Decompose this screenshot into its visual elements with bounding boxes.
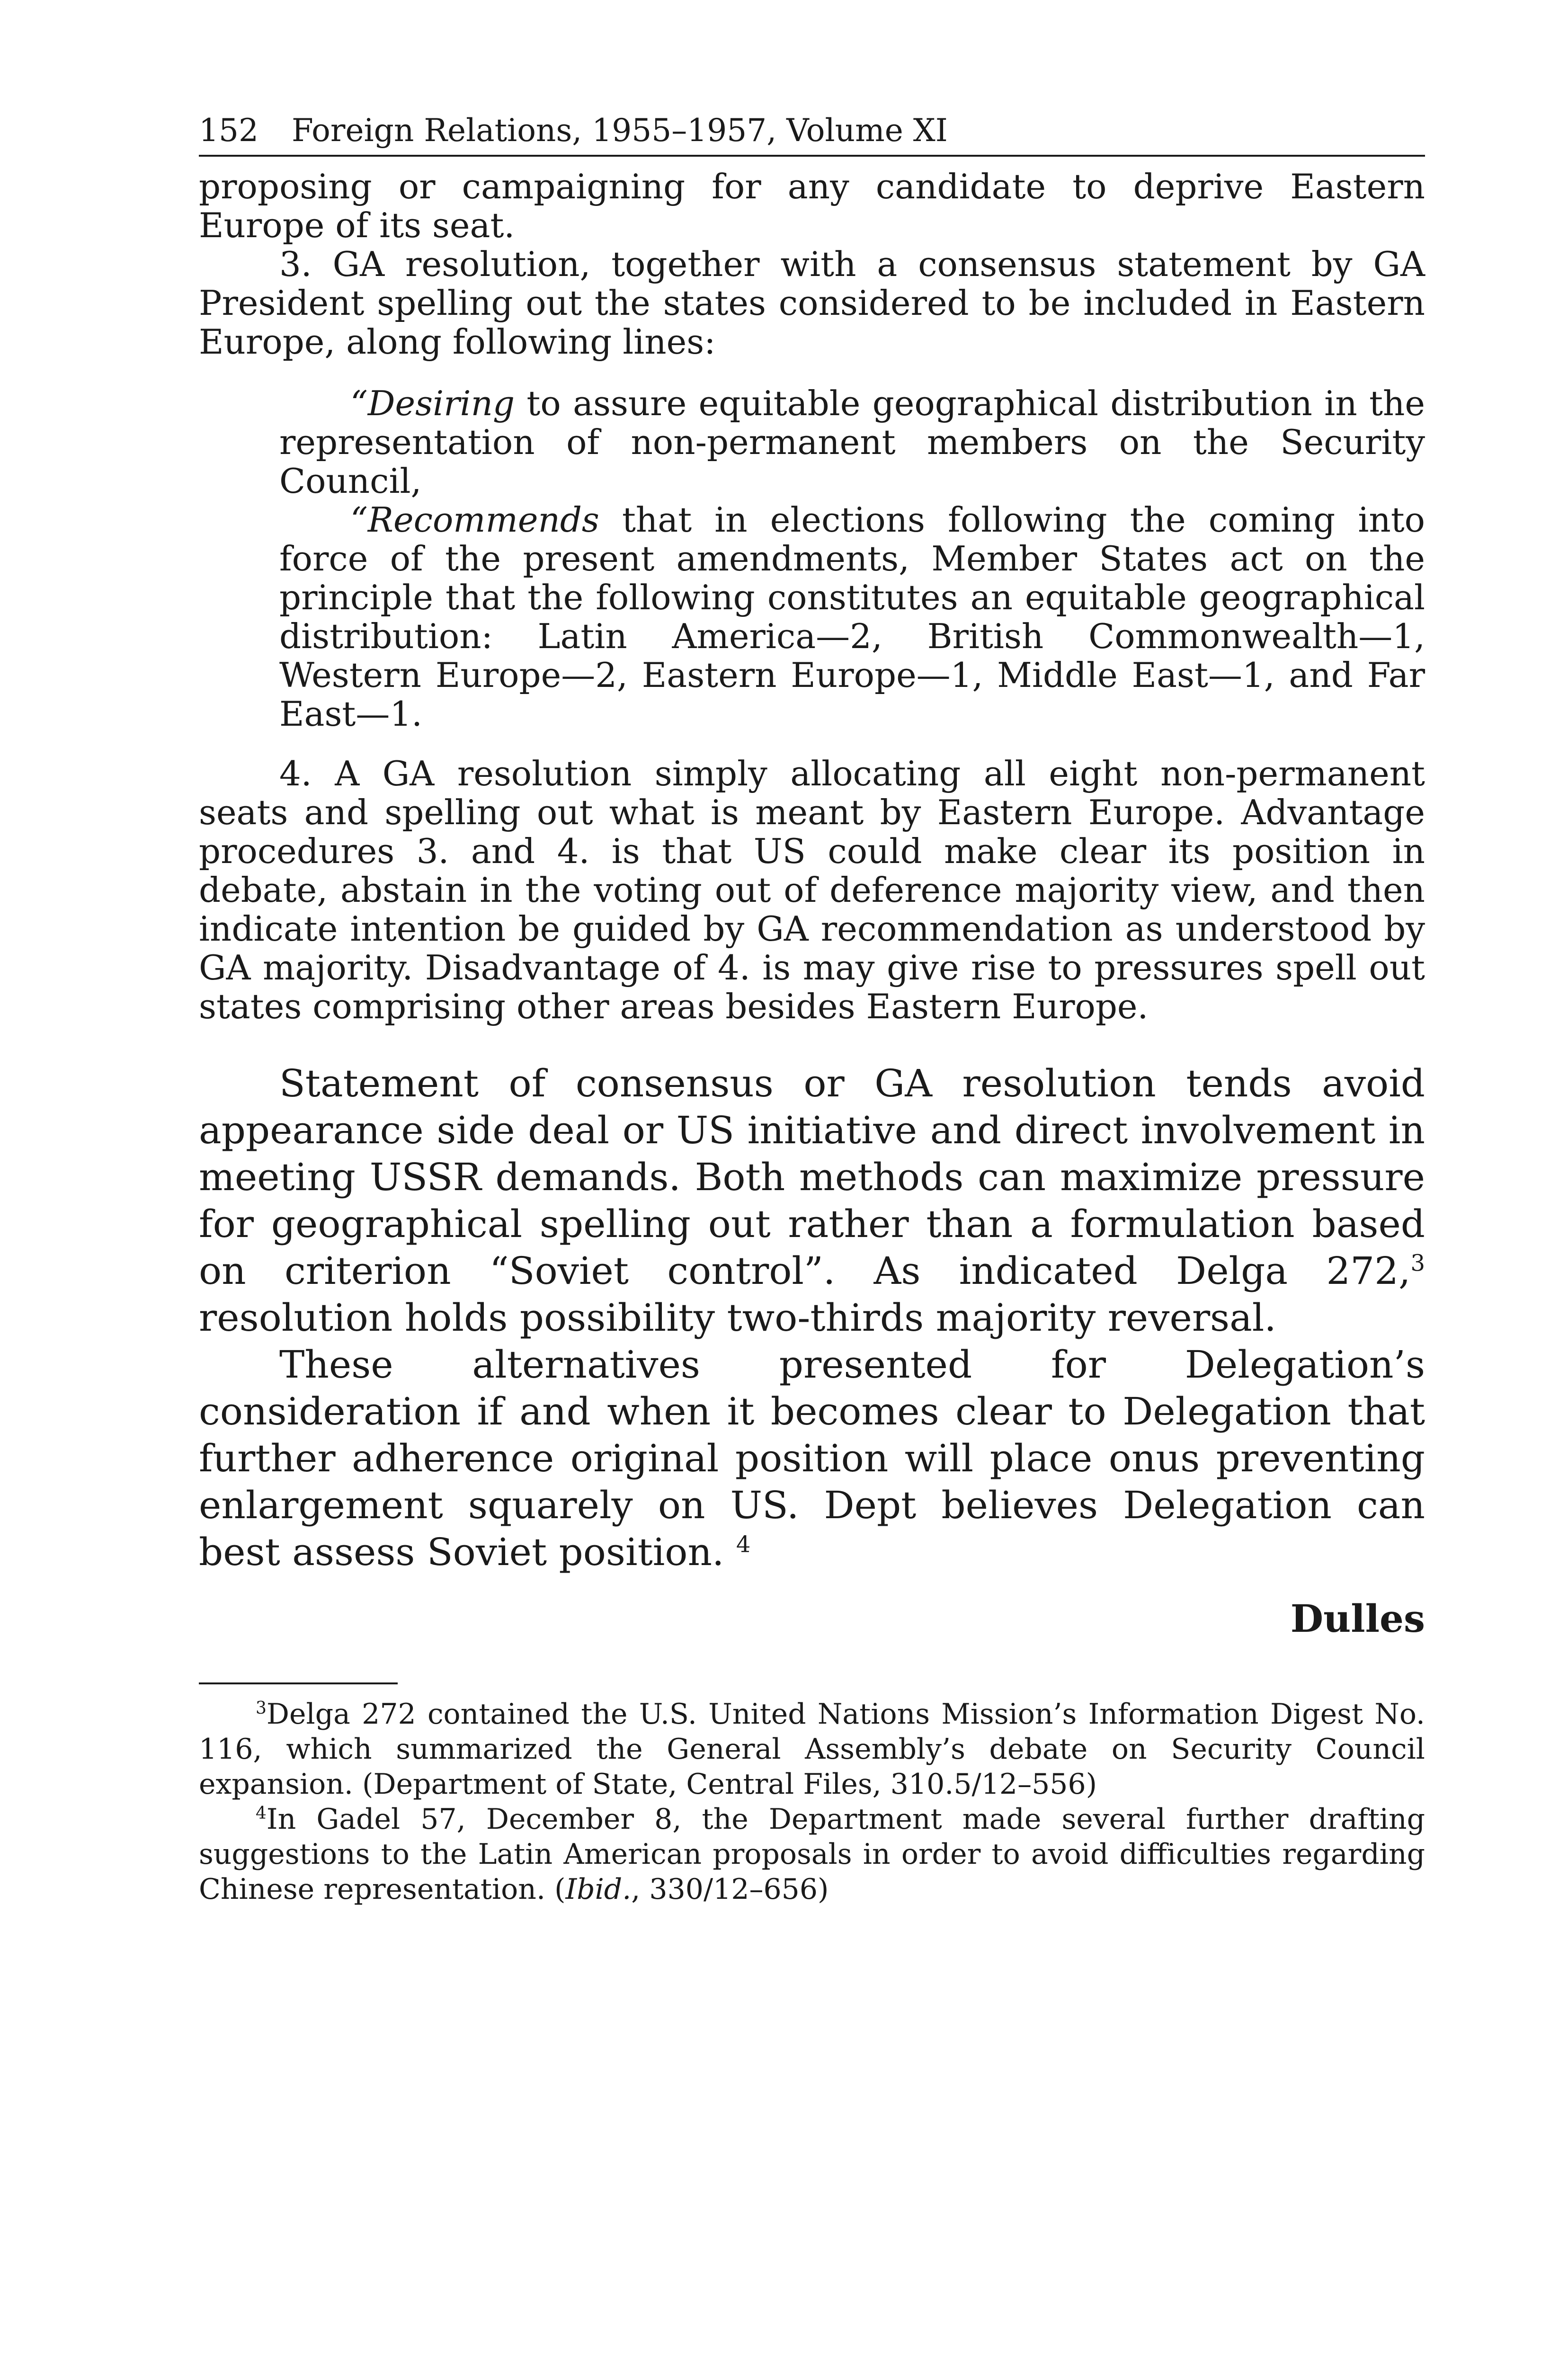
paragraph-option-3: 3. GA resolution, together with a consensus statement by GA President spelling out the states considered to be included in Eastern Europe, along following lines: (199, 244, 1425, 362)
footnote-divider (199, 1682, 398, 1684)
footnote-ref-4: 4 (736, 1531, 751, 1557)
footnote-4-text-before: In Gadel 57, December 8, the Department made several further drafting suggestions to the Latin American proposals in order to avoid difficulties regarding Chinese representation. ( (199, 1802, 1425, 1906)
running-head (199, 114, 1425, 157)
footnote-4-ibid: Ibid. (565, 1872, 632, 1906)
quote-desiring-keyword: “Desiring (350, 383, 515, 423)
footnote-3 (199, 1697, 1425, 1802)
page-number: 152 (199, 112, 258, 149)
footnote-4 (199, 1802, 1425, 1907)
p6-text: These alternatives presented for Delegation’s consideration if and when it becomes clear to Delegation that further adherence original position will place onus preventing enlargement squarely on US. Dept believes Delegation can best assess Soviet position. (199, 1342, 1425, 1574)
quoted-resolution (279, 384, 1425, 733)
signature: Dulles (1290, 1596, 1425, 1641)
paragraph-statement-of-consensus (199, 1060, 1425, 1341)
volume-title: Foreign Relations, 1955–1957, Volume XI (291, 112, 948, 149)
quote-recommends-keyword: “Recommends (350, 499, 599, 540)
paragraph-continued: proposing or campaigning for any candidate to deprive Eastern Europe of its seat. (199, 166, 1425, 245)
footnote-4-text-after: , 330/12–656) (631, 1872, 829, 1906)
p5-text-after: resolution holds possibility two-thirds majority reversal. (199, 1295, 1276, 1340)
p5-text-before: Statement of consensus or GA resolution tends avoid appearance side deal or US initiative and direct involvement in meeting USSR demands. Both methods can maximize pressure for geographical spelling out rather than a formulation based on criterion “Soviet control”. As indicated Delga 272, (199, 1061, 1425, 1293)
footnote-ref-3: 3 (1410, 1249, 1425, 1276)
paragraph-option-4: 4. A GA resolution simply allocating all eight non-permanent seats and spelling out what is meant by Eastern Europe. Advantage procedures 3. and 4. is that US could make clear its position in debate, abstain in the voting out of deference majority view, and then indicate intention be guided by GA recommendation as understood by GA majority. Disadvantage of 4. is may give rise to pressures spell out states comprising other areas besides Eastern Europe. (199, 753, 1425, 1026)
footnote-3-mark: 3 (256, 1698, 267, 1718)
quote-desiring (279, 384, 1425, 500)
paragraph-alternatives (199, 1341, 1425, 1575)
quote-desiring-text: to assure equitable geographical distribution in the representation of non-permanent members on the Security Council, (279, 383, 1425, 501)
quote-recommends (279, 500, 1425, 733)
footnote-3-text: Delga 272 contained the U.S. United Nations Mission’s Information Digest No. 116, which summarized the General Assembly’s debate on Security Council expansion. (Department of State, Central Files, 310.5/12–556) (199, 1697, 1425, 1801)
quote-recommends-text: that in elections following the coming into force of the present amendments, Member States act on the principle that the following constitutes an equitable geographical distribution: Latin America—2, British Commonwealth—1, Western Europe—2, Eastern Europe—1, Middle East—1, and Far East—1. (279, 499, 1425, 734)
spacer (199, 1026, 1425, 1060)
document-page (199, 114, 1425, 1907)
footnote-4-mark: 4 (256, 1803, 267, 1823)
